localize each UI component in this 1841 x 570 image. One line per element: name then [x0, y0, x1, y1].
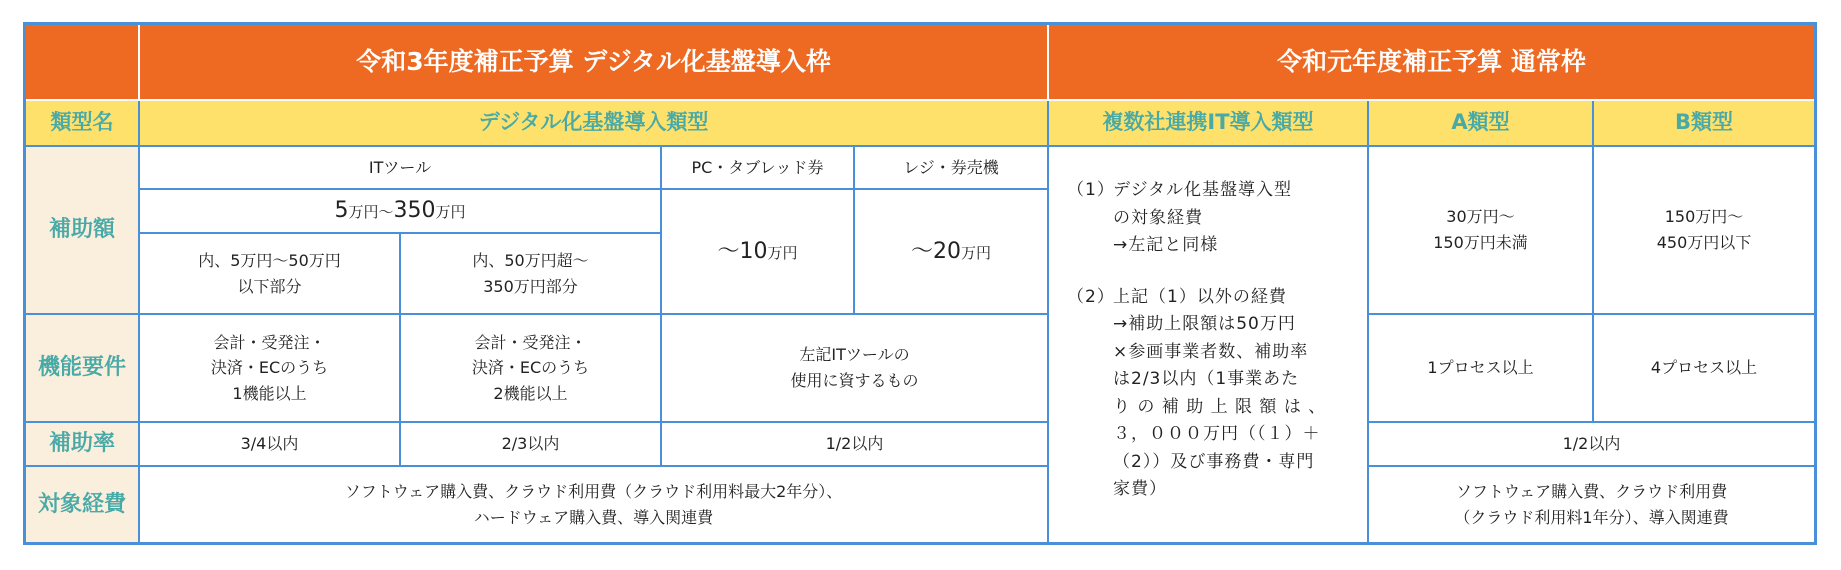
amount-it-sub1: [140, 234, 401, 315]
note-1-line3: →左記と同様: [1113, 235, 1219, 256]
function-c2: [401, 315, 662, 423]
note-num-1: （1）: [1067, 180, 1115, 200]
function-a: 1プロセス以上: [1369, 315, 1594, 423]
it-range-to-unit: 万円: [435, 203, 466, 222]
expense-digital-line1: ソフトウェア購入費、クラウド利用費（クラウド利用料最大2年分）、: [344, 481, 843, 501]
amount-a: [1369, 147, 1594, 315]
it-sub1-line2: 以下部分: [237, 276, 302, 296]
multi-company-note: [1049, 147, 1369, 542]
note-2-line6: ３，０００万円（（１）＋: [1113, 424, 1321, 445]
note-1-line1: デジタル化基盤導入型: [1113, 180, 1292, 200]
rate-c1: 3/4以内: [140, 423, 401, 467]
note-2-line2: →補助上限額は50万円: [1113, 314, 1296, 335]
amount-a-line1: 30万円〜: [1446, 207, 1515, 227]
rate-c3: 1/2以内: [662, 423, 1049, 467]
type-a: A類型: [1369, 101, 1594, 147]
header-normal-frame: 令和元年度補正予算 通常枠: [1049, 25, 1814, 101]
function-c1-line1: 会計・受発注・: [213, 332, 326, 352]
it-sub2-line2: 350万円部分: [483, 276, 578, 296]
amount-it-sub2: [401, 234, 662, 315]
amount-b-line2: 450万円以下: [1656, 233, 1752, 252]
type-label: 類型名: [26, 101, 140, 147]
row-label-amount: 補助額: [26, 147, 140, 315]
amount-a-line2: 150万円未満: [1433, 233, 1528, 252]
pc-unit: 万円: [767, 243, 798, 262]
it-sub1-line1: 内、5万円〜50万円: [198, 250, 341, 270]
note-2-line3: ×参画事業者数、補助率: [1113, 341, 1309, 362]
amount-pc-value: [662, 190, 855, 315]
amount-it-range: [140, 190, 662, 234]
note-2-line1: 上記（1）以外の経費: [1113, 286, 1287, 307]
rate-normal: 1/2以内: [1369, 423, 1814, 467]
note-2-line4: は2/3以内（1事業あた: [1113, 369, 1300, 390]
expense-digital: [140, 467, 1049, 542]
function-c3-line2: 使用に資するもの: [790, 371, 919, 390]
reg-unit: 万円: [960, 243, 991, 262]
rate-c2: 2/3以内: [401, 423, 662, 467]
header-corner: [26, 25, 140, 101]
function-c3-line1: 左記ITツールの: [799, 345, 910, 365]
type-digital: デジタル化基盤導入類型: [140, 101, 1049, 147]
note-2-line5: り の 補 助 上 限 額 は 、: [1113, 396, 1327, 417]
note-num-2: （2）: [1067, 286, 1115, 307]
type-b: B類型: [1594, 101, 1814, 147]
function-c2-line3: 2機能以上: [493, 383, 568, 403]
expense-normal-line2: （クラウド利用料1年分）、導入関連費: [1454, 507, 1729, 527]
type-multi: 複数社連携IT導入類型: [1049, 101, 1369, 147]
function-c1: [140, 315, 401, 423]
row-label-rate: 補助率: [26, 423, 140, 467]
amount-register-value: [855, 190, 1049, 315]
it-sub2-line1: 内、50万円超〜: [472, 250, 589, 270]
it-range-to: 350: [393, 198, 436, 224]
note-2-line7: （2））及び事務費・専門: [1113, 451, 1315, 472]
amount-register: レジ・券売機: [855, 147, 1049, 190]
amount-b: [1594, 147, 1814, 315]
pc-value: 〜10: [717, 238, 768, 264]
function-b: 4プロセス以上: [1594, 315, 1814, 423]
row-label-function: 機能要件: [26, 315, 140, 423]
row-label-expense: 対象経費: [26, 467, 140, 542]
subsidy-table: [23, 22, 1817, 545]
expense-normal-line1: ソフトウェア購入費、クラウド利用費: [1455, 481, 1728, 501]
amount-b-line1: 150万円〜: [1664, 207, 1744, 227]
expense-normal: [1369, 467, 1814, 542]
function-c2-line2: 決済・ECのうち: [471, 358, 590, 378]
it-range-from: 5: [334, 198, 349, 224]
note-2-line8: 家費）: [1113, 479, 1167, 500]
function-c1-line3: 1機能以上: [232, 383, 307, 403]
it-range-from-unit: 万円〜: [348, 203, 394, 222]
amount-it-tool: ITツール: [140, 147, 662, 190]
function-c3: [662, 315, 1049, 423]
expense-digital-line2: ハードウェア購入費、導入関連費: [473, 507, 714, 527]
function-c1-line2: 決済・ECのうち: [210, 358, 329, 378]
note-1-line2: の対象経費: [1113, 207, 1203, 228]
function-c2-line1: 会計・受発注・: [474, 332, 587, 352]
header-digital-frame: 令和3年度補正予算 デジタル化基盤導入枠: [140, 25, 1049, 101]
amount-pc-tablet: PC・タブレッド券: [662, 147, 855, 190]
reg-value: 〜20: [910, 238, 961, 264]
